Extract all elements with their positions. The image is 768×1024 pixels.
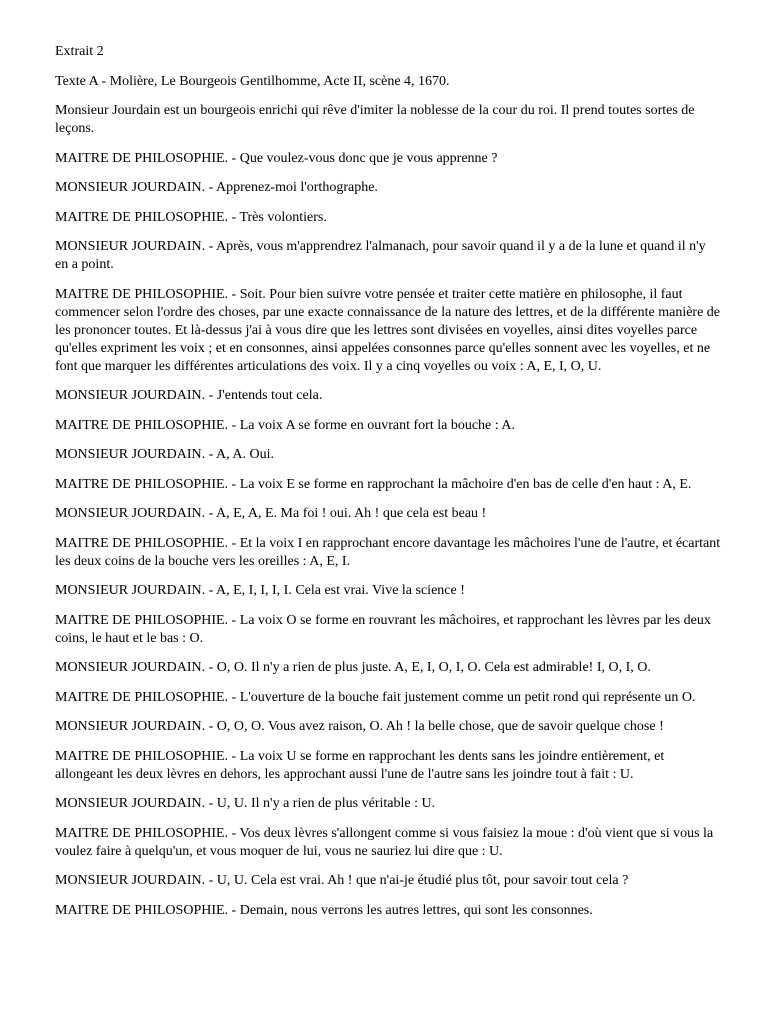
intro-paragraph: Monsieur Jourdain est un bourgeois enrichi qui rêve d'imiter la noblesse de la cour du roi. Il prend toutes sortes de leçons.: [55, 103, 695, 136]
dialogue-line: MONSIEUR JOURDAIN. - Après, vous m'apprendrez l'almanach, pour savoir quand il y a de la lune et quand il n'y en a point.: [55, 239, 706, 272]
dialogue-line: MONSIEUR JOURDAIN. - O, O, O. Vous avez raison, O. Ah ! la belle chose, que de savoir quelque chose !: [55, 719, 664, 734]
dialogue-line: MONSIEUR JOURDAIN. - O, O. Il n'y a rien de plus juste. A, E, I, O, I, O. Cela est admirable! I, O, I, O.: [55, 660, 651, 675]
dialogue-line: MONSIEUR JOURDAIN. - A, E, I, I, I, I. Cela est vrai. Vive la science !: [55, 583, 465, 598]
dialogue-line: MAITRE DE PHILOSOPHIE. - La voix A se forme en ouvrant fort la bouche : A.: [55, 417, 515, 433]
dialogue-line: MAITRE DE PHILOSOPHIE. - Que voulez-vous donc que je vous apprenne ?: [55, 150, 498, 166]
dialogue-line: MAITRE DE PHILOSOPHIE. - Soit. Pour bien suivre votre pensée et traiter cette matière en philosophe, il faut commencer selon l'ordre des choses, par une exacte connaissance de la nature des lettres, et de la différente manière de les prononcer toutes. Et là-dessus j'ai à vous dire que les lettres sont divisées en voyelles, ainsi dites voyelles parce qu'elles expriment les voix ; et en consonnes, ainsi appelées consonnes parce qu'elles sonnent avec les voyelles, et ne font que marquer les différentes articulations des voix. Il y a cinq voyelles ou voix : A, E, I, O, U.: [55, 286, 721, 374]
dialogue-line: MONSIEUR JOURDAIN. - Apprenez-moi l'orthographe.: [55, 180, 378, 195]
dialogue-line: MONSIEUR JOURDAIN. - U, U. Cela est vrai. Ah ! que n'ai-je étudié plus tôt, pour savoir tout cela ?: [55, 873, 629, 888]
dialogue-line: MAITRE DE PHILOSOPHIE. - Et la voix I en rapprochant encore davantage les mâchoires l'une de l'autre, et écartant les deux coins de la bouche vers les oreilles : A, E, I.: [55, 535, 721, 569]
dialogue-line: MAITRE DE PHILOSOPHIE. - La voix O se forme en rouvrant les mâchoires, et rapprochant les lèvres par les deux coins, le haut et le bas : O.: [55, 612, 711, 646]
dialogue-line: MAITRE DE PHILOSOPHIE. - La voix U se forme en rapprochant les dents sans les joindre entièrement, et allongeant les deux lèvres en dehors, les approchant aussi l'une de l'autre sans les joindre tout à fait : U.: [55, 748, 665, 782]
dialogue-line: MAITRE DE PHILOSOPHIE. - L'ouverture de la bouche fait justement comme un petit rond qui représente un O.: [55, 689, 696, 705]
dialogue-line: MAITRE DE PHILOSOPHIE. - Très volontiers.: [55, 209, 327, 225]
dialogue-line: MONSIEUR JOURDAIN. - U, U. Il n'y a rien de plus véritable : U.: [55, 796, 436, 811]
extract-heading: Extrait 2: [55, 44, 104, 59]
dialogue-line: MAITRE DE PHILOSOPHIE. - Vos deux lèvres s'allongent comme si vous faisiez la moue : d'où vient que si vous la voulez faire à quelqu'un, et vous moquer de lui, vous ne sauriez lui dire que : U.: [55, 825, 714, 859]
dialogue-line: MAITRE DE PHILOSOPHIE. - La voix E se forme en rapprochant la mâchoire d'en bas de celle d'en haut : A, E.: [55, 476, 692, 492]
dialogue-line: MONSIEUR JOURDAIN. - A, E, A, E. Ma foi ! oui. Ah ! que cela est beau !: [55, 506, 487, 521]
source-citation: Texte A - Molière, Le Bourgeois Gentilhomme, Acte II, scène 4, 1670.: [55, 73, 450, 89]
dialogue-line: MAITRE DE PHILOSOPHIE. - Demain, nous verrons les autres lettres, qui sont les consonnes.: [55, 902, 593, 918]
dialogue-line: MONSIEUR JOURDAIN. - J'entends tout cela.: [55, 388, 323, 403]
dialogue-line: MONSIEUR JOURDAIN. - A, A. Oui.: [55, 447, 274, 462]
